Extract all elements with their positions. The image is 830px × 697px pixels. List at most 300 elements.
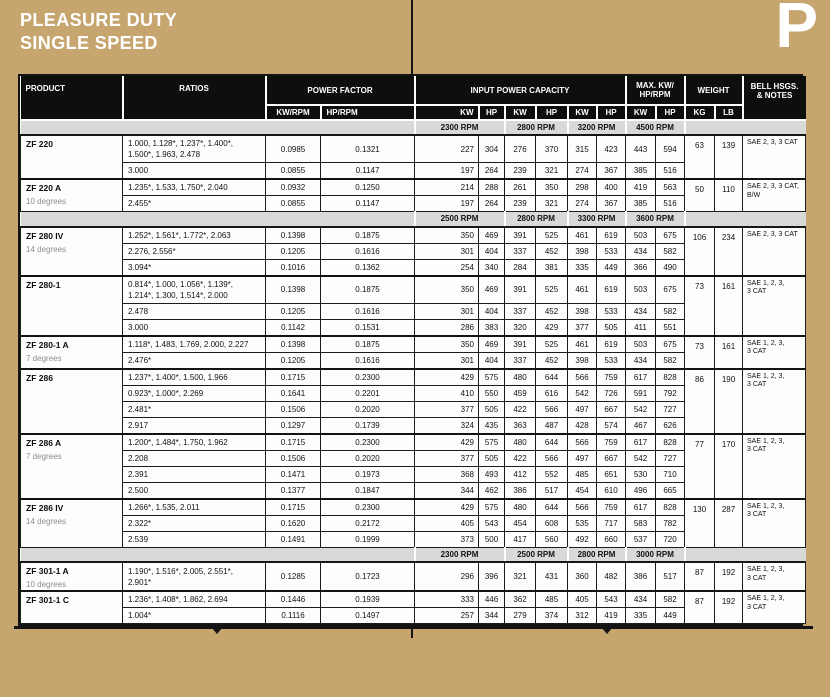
power-value-cell: 485	[536, 591, 568, 608]
ratios-cell: 0.923*, 1.000*, 2.269	[123, 385, 266, 401]
power-value-cell: 367	[597, 163, 626, 180]
max-value-cell: 434	[626, 303, 656, 319]
power-value-cell: 560	[536, 531, 568, 547]
rpm-band-label: 2500 RPM	[505, 547, 568, 562]
rpm-band-label: 2800 RPM	[568, 547, 626, 562]
power-value-cell: 429	[415, 369, 479, 386]
max-value-cell: 582	[656, 591, 685, 608]
table-header	[21, 76, 806, 120]
power-value-cell: 344	[479, 608, 505, 624]
power-value-cell: 301	[415, 352, 479, 369]
kw-rpm-cell: 0.1116	[266, 608, 321, 624]
power-value-cell: 619	[597, 276, 626, 304]
kw-rpm-cell: 0.1506	[266, 401, 321, 417]
power-value-cell: 350	[415, 227, 479, 244]
max-value-cell: 516	[656, 163, 685, 180]
max-value-cell: 386	[626, 562, 656, 591]
spec-row	[21, 336, 806, 353]
bottom-divider-stub	[411, 629, 413, 638]
ratios-cell: 3.094*	[123, 259, 266, 276]
power-value-cell: 362	[505, 591, 536, 608]
header-divider-line	[411, 0, 413, 74]
power-value-cell: 533	[597, 243, 626, 259]
max-value-cell: 582	[656, 352, 685, 369]
power-value-cell: 304	[479, 135, 505, 163]
power-value-cell: 239	[505, 163, 536, 180]
power-value-cell: 566	[536, 450, 568, 466]
power-value-cell: 492	[568, 531, 597, 547]
max-value-cell: 626	[656, 417, 685, 434]
ratios-cell: 2.208	[123, 450, 266, 466]
max-value-cell: 490	[656, 259, 685, 276]
bell-notes-cell: SAE 1, 2, 3, 3 CAT	[743, 562, 806, 591]
power-value-cell: 525	[536, 336, 568, 353]
power-value-cell: 543	[479, 515, 505, 531]
product-cell	[21, 336, 123, 369]
power-value-cell: 449	[597, 259, 626, 276]
product-name: ZF 301-1 A	[26, 566, 69, 576]
product-cell	[21, 276, 123, 336]
power-value-cell: 461	[568, 336, 597, 353]
masthead	[0, 0, 830, 74]
subcol-kw-rpm: KW/RPM	[266, 105, 321, 120]
section-letter: P	[775, 0, 818, 61]
subcol-hp-3: HP	[597, 105, 626, 120]
power-value-cell: 575	[479, 499, 505, 516]
hp-rpm-cell: 0.1875	[321, 336, 415, 353]
power-value-cell: 533	[597, 303, 626, 319]
power-value-cell: 461	[568, 227, 597, 244]
max-value-cell: 366	[626, 259, 656, 276]
max-value-cell: 385	[626, 196, 656, 212]
hp-rpm-cell: 0.1875	[321, 276, 415, 304]
weight-lb-cell: 287	[715, 499, 743, 548]
power-value-cell: 480	[505, 499, 536, 516]
rpm-band-label: 2800 RPM	[505, 212, 568, 227]
weight-lb-cell: 192	[715, 562, 743, 591]
product-cell	[21, 227, 123, 276]
power-value-cell: 726	[597, 385, 626, 401]
rpm-band-filler	[685, 212, 806, 227]
power-value-cell: 459	[505, 385, 536, 401]
power-value-cell: 321	[505, 562, 536, 591]
max-value-cell: 467	[626, 417, 656, 434]
power-value-cell: 363	[505, 417, 536, 434]
power-value-cell: 381	[536, 259, 568, 276]
ratios-cell: 1.236*, 1.408*, 1.862, 2.694	[123, 591, 266, 608]
power-value-cell: 542	[568, 385, 597, 401]
power-value-cell: 254	[415, 259, 479, 276]
power-value-cell: 279	[505, 608, 536, 624]
subcol-lb: LB	[715, 105, 743, 120]
power-value-cell: 644	[536, 499, 568, 516]
product-name: ZF 280 IV	[26, 230, 64, 241]
power-value-cell: 404	[479, 243, 505, 259]
power-value-cell: 422	[505, 401, 536, 417]
power-value-cell: 500	[479, 531, 505, 547]
power-value-cell: 535	[568, 515, 597, 531]
max-value-cell: 517	[656, 562, 685, 591]
ratios-cell: 1.200*, 1.484*, 1.750, 1.962	[123, 434, 266, 451]
max-value-cell: 503	[626, 276, 656, 304]
rpm-band-label: 2500 RPM	[415, 212, 505, 227]
ratios-cell: 2.917	[123, 417, 266, 434]
power-value-cell: 566	[568, 499, 597, 516]
spec-table-border	[18, 74, 803, 626]
weight-kg-cell: 87	[685, 591, 715, 624]
power-value-cell: 377	[568, 319, 597, 336]
hp-rpm-cell: 0.2300	[321, 499, 415, 516]
power-value-cell: 469	[479, 336, 505, 353]
power-value-cell: 619	[597, 227, 626, 244]
ratios-cell: 1.237*, 1.400*, 1.500, 1.966	[123, 369, 266, 386]
power-value-cell: 383	[479, 319, 505, 336]
power-value-cell: 660	[597, 531, 626, 547]
kw-rpm-cell: 0.1016	[266, 259, 321, 276]
col-header-ratios: RATIOS	[123, 76, 266, 120]
col-header-max-kw-hp	[626, 76, 685, 105]
power-value-cell: 321	[536, 196, 568, 212]
product-degrees: 7 degrees	[26, 451, 62, 461]
rpm-band-label: 3200 RPM	[568, 120, 626, 135]
hp-rpm-cell: 0.1321	[321, 135, 415, 163]
hp-rpm-cell: 0.1250	[321, 179, 415, 196]
power-value-cell: 429	[415, 434, 479, 451]
page-title-line2: SINGLE SPEED	[20, 33, 158, 53]
power-value-cell: 344	[415, 482, 479, 499]
power-value-cell: 377	[415, 450, 479, 466]
power-value-cell: 469	[479, 227, 505, 244]
power-value-cell: 429	[415, 499, 479, 516]
max-value-cell: 335	[626, 608, 656, 624]
power-value-cell: 337	[505, 303, 536, 319]
weight-lb-cell: 170	[715, 434, 743, 499]
spec-table-zone	[18, 74, 803, 638]
bell-notes-cell: SAE 2, 3, 3 CAT	[743, 227, 806, 276]
power-value-cell: 469	[479, 276, 505, 304]
subcol-hp-rpm: HP/RPM	[321, 105, 415, 120]
power-value-cell: 566	[568, 369, 597, 386]
col-header-input-power: INPUT POWER CAPACITY	[415, 76, 626, 105]
max-value-cell: 782	[656, 515, 685, 531]
power-value-cell: 428	[568, 417, 597, 434]
power-value-cell: 644	[536, 369, 568, 386]
power-value-cell: 759	[597, 369, 626, 386]
weight-kg-cell: 73	[685, 336, 715, 369]
power-value-cell: 610	[597, 482, 626, 499]
max-header-line1: MAX. KW/	[636, 81, 674, 90]
max-value-cell: 828	[656, 434, 685, 451]
page-title	[20, 9, 177, 55]
max-value-cell: 411	[626, 319, 656, 336]
max-value-cell: 542	[626, 450, 656, 466]
power-value-cell: 575	[479, 434, 505, 451]
power-value-cell: 566	[568, 434, 597, 451]
product-cell	[21, 179, 123, 212]
col-header-power-factor: POWER FACTOR	[266, 76, 415, 105]
ratios-cell: 3.000	[123, 319, 266, 336]
max-header-line2: HP/RPM	[639, 90, 671, 99]
rpm-band-label: 3300 RPM	[568, 212, 626, 227]
power-value-cell: 717	[597, 515, 626, 531]
kw-rpm-cell: 0.1142	[266, 319, 321, 336]
power-value-cell: 454	[568, 482, 597, 499]
weight-kg-cell: 73	[685, 276, 715, 336]
hp-rpm-cell: 0.2020	[321, 401, 415, 417]
hp-rpm-cell: 0.1973	[321, 466, 415, 482]
max-value-cell: 617	[626, 434, 656, 451]
power-value-cell: 454	[505, 515, 536, 531]
weight-kg-cell: 63	[685, 135, 715, 179]
power-value-cell: 298	[568, 179, 597, 196]
ratios-cell: 2.455*	[123, 196, 266, 212]
product-degrees: 10 degrees	[26, 197, 67, 206]
rpm-band-row	[21, 120, 806, 135]
kw-rpm-cell: 0.1398	[266, 227, 321, 244]
product-cell	[21, 562, 123, 591]
ratios-cell: 2.478	[123, 303, 266, 319]
power-value-cell: 333	[415, 591, 479, 608]
ratios-cell: 2.322*	[123, 515, 266, 531]
power-value-cell: 337	[505, 352, 536, 369]
power-value-cell: 667	[597, 450, 626, 466]
product-cell	[21, 591, 123, 624]
max-value-cell: 503	[626, 227, 656, 244]
product-name: ZF 286 IV	[26, 502, 64, 513]
product-cell	[21, 369, 123, 434]
hp-rpm-cell: 0.1847	[321, 482, 415, 499]
ratios-cell: 2.276, 2.556*	[123, 243, 266, 259]
product-name: ZF 220	[26, 139, 53, 149]
power-value-cell: 261	[505, 179, 536, 196]
power-value-cell: 667	[597, 401, 626, 417]
rpm-band-filler	[685, 120, 806, 135]
rpm-band-label: 2300 RPM	[415, 120, 505, 135]
weight-lb-cell: 161	[715, 336, 743, 369]
power-value-cell: 644	[536, 434, 568, 451]
kw-rpm-cell: 0.0855	[266, 163, 321, 180]
kw-rpm-cell: 0.1446	[266, 591, 321, 608]
product-degrees: 10 degrees	[26, 580, 67, 589]
max-value-cell: 551	[656, 319, 685, 336]
power-value-cell: 482	[597, 562, 626, 591]
hp-rpm-cell: 0.1362	[321, 259, 415, 276]
max-value-cell: 617	[626, 369, 656, 386]
weight-lb-cell: 161	[715, 276, 743, 336]
kw-rpm-cell: 0.1205	[266, 243, 321, 259]
power-value-cell: 485	[568, 466, 597, 482]
power-value-cell: 320	[505, 319, 536, 336]
product-cell	[21, 499, 123, 548]
power-value-cell: 276	[505, 135, 536, 163]
power-value-cell: 543	[597, 591, 626, 608]
max-value-cell: 727	[656, 401, 685, 417]
product-name: ZF 280-1	[26, 279, 61, 290]
power-value-cell: 367	[597, 196, 626, 212]
ratios-cell: 1.235*, 1.533, 1.750*, 2.040	[123, 179, 266, 196]
max-value-cell: 675	[656, 276, 685, 304]
max-value-cell: 434	[626, 352, 656, 369]
product-name: ZF 286 A	[26, 437, 62, 448]
hp-rpm-cell: 0.1939	[321, 591, 415, 608]
subcol-max-hp: HP	[656, 105, 685, 120]
power-value-cell: 239	[505, 196, 536, 212]
power-value-cell: 398	[568, 352, 597, 369]
weight-lb-cell: 190	[715, 369, 743, 434]
bell-notes-cell: SAE 1, 2, 3, 3 CAT	[743, 499, 806, 548]
kw-rpm-cell: 0.0855	[266, 196, 321, 212]
spec-row	[21, 135, 806, 163]
max-value-cell: 563	[656, 179, 685, 196]
max-value-cell: 675	[656, 336, 685, 353]
hp-rpm-cell: 0.1147	[321, 196, 415, 212]
ratios-cell: 2.391	[123, 466, 266, 482]
power-value-cell: 525	[536, 227, 568, 244]
max-value-cell: 710	[656, 466, 685, 482]
ratios-cell: 2.539	[123, 531, 266, 547]
bell-notes-cell: SAE 2, 3, 3 CAT, B/W	[743, 179, 806, 212]
kw-rpm-cell: 0.0932	[266, 179, 321, 196]
power-value-cell: 350	[415, 336, 479, 353]
weight-kg-cell: 86	[685, 369, 715, 434]
power-value-cell: 405	[568, 591, 597, 608]
kw-rpm-cell: 0.1715	[266, 434, 321, 451]
power-value-cell: 462	[479, 482, 505, 499]
max-value-cell: 792	[656, 385, 685, 401]
hp-rpm-cell: 0.2020	[321, 450, 415, 466]
power-value-cell: 651	[597, 466, 626, 482]
power-value-cell: 452	[536, 303, 568, 319]
weight-lb-cell: 234	[715, 227, 743, 276]
product-degrees: 14 degrees	[26, 516, 67, 526]
power-value-cell: 324	[415, 417, 479, 434]
power-value-cell: 264	[479, 163, 505, 180]
power-value-cell: 616	[536, 385, 568, 401]
power-value-cell: 340	[479, 259, 505, 276]
power-value-cell: 374	[536, 608, 568, 624]
product-name: ZF 220 A	[26, 183, 62, 193]
max-value-cell: 727	[656, 450, 685, 466]
rpm-band-label: 3000 RPM	[626, 547, 685, 562]
power-value-cell: 391	[505, 276, 536, 304]
hp-rpm-cell: 0.1531	[321, 319, 415, 336]
power-value-cell: 480	[505, 369, 536, 386]
power-value-cell: 608	[536, 515, 568, 531]
power-value-cell: 525	[536, 276, 568, 304]
ratios-cell: 1.118*, 1.483, 1.769, 2.000, 2.227	[123, 336, 266, 353]
bell-header-line2: & NOTES	[756, 91, 793, 100]
spec-table	[20, 76, 806, 624]
power-value-cell: 350	[415, 276, 479, 304]
max-value-cell: 434	[626, 243, 656, 259]
power-value-cell: 321	[536, 163, 568, 180]
rpm-band-row	[21, 212, 806, 227]
power-value-cell: 360	[568, 562, 597, 591]
power-value-cell: 429	[536, 319, 568, 336]
power-value-cell: 227	[415, 135, 479, 163]
power-value-cell: 487	[536, 417, 568, 434]
weight-kg-cell: 50	[685, 179, 715, 212]
power-value-cell: 452	[536, 352, 568, 369]
power-value-cell: 423	[597, 135, 626, 163]
max-value-cell: 385	[626, 163, 656, 180]
power-value-cell: 301	[415, 243, 479, 259]
bell-notes-cell: SAE 1, 2, 3, 3 CAT	[743, 369, 806, 434]
power-value-cell: 370	[536, 135, 568, 163]
product-name: ZF 280-1 A	[26, 339, 69, 350]
kw-rpm-cell: 0.1377	[266, 482, 321, 499]
power-value-cell: 517	[536, 482, 568, 499]
spec-row	[21, 499, 806, 516]
power-value-cell: 405	[415, 515, 479, 531]
kw-rpm-cell: 0.1506	[266, 450, 321, 466]
power-value-cell: 296	[415, 562, 479, 591]
table-body	[21, 120, 806, 624]
subcol-kw-3: KW	[568, 105, 597, 120]
power-value-cell: 480	[505, 434, 536, 451]
weight-kg-cell: 77	[685, 434, 715, 499]
max-value-cell: 443	[626, 135, 656, 163]
power-value-cell: 284	[505, 259, 536, 276]
power-value-cell: 446	[479, 591, 505, 608]
weight-kg-cell: 106	[685, 227, 715, 276]
power-value-cell: 264	[479, 196, 505, 212]
power-value-cell: 337	[505, 243, 536, 259]
weight-lb-cell: 110	[715, 179, 743, 212]
max-value-cell: 530	[626, 466, 656, 482]
power-value-cell: 350	[536, 179, 568, 196]
kw-rpm-cell: 0.1491	[266, 531, 321, 547]
kw-rpm-cell: 0.0985	[266, 135, 321, 163]
rpm-band-filler	[685, 547, 806, 562]
max-value-cell: 434	[626, 591, 656, 608]
ratios-cell: 1.190*, 1.516*, 2.005, 2.551*, 2.901*	[123, 562, 266, 591]
power-value-cell: 461	[568, 276, 597, 304]
max-value-cell: 591	[626, 385, 656, 401]
power-value-cell: 274	[568, 196, 597, 212]
hp-rpm-cell: 0.2201	[321, 385, 415, 401]
bell-notes-cell: SAE 1, 2, 3, 3 CAT	[743, 336, 806, 369]
weight-lb-cell: 139	[715, 135, 743, 179]
bottom-marks	[18, 626, 803, 638]
ratios-cell: 1.266*, 1.535, 2.011	[123, 499, 266, 516]
product-degrees: 7 degrees	[26, 353, 62, 363]
power-value-cell: 431	[536, 562, 568, 591]
bell-notes-cell: SAE 1, 2, 3, 3 CAT	[743, 434, 806, 499]
power-value-cell: 335	[568, 259, 597, 276]
power-value-cell: 404	[479, 352, 505, 369]
hp-rpm-cell: 0.1739	[321, 417, 415, 434]
max-value-cell: 665	[656, 482, 685, 499]
power-value-cell: 574	[597, 417, 626, 434]
kw-rpm-cell: 0.1715	[266, 369, 321, 386]
ratios-cell: 1.000, 1.128*, 1.237*, 1.400*, 1.500*, 1.963, 2.478	[123, 135, 266, 163]
power-value-cell: 197	[415, 163, 479, 180]
power-value-cell: 391	[505, 336, 536, 353]
kw-rpm-cell: 0.1285	[266, 562, 321, 591]
max-value-cell: 583	[626, 515, 656, 531]
product-cell	[21, 434, 123, 499]
weight-lb-cell: 192	[715, 591, 743, 624]
max-value-cell: 496	[626, 482, 656, 499]
ratios-cell: 0.814*, 1.000, 1.056*, 1.139*, 1.214*, 1.300, 1.514*, 2.000	[123, 276, 266, 304]
max-value-cell: 516	[656, 196, 685, 212]
max-value-cell: 537	[626, 531, 656, 547]
power-value-cell: 505	[597, 319, 626, 336]
ratios-cell: 1.004*	[123, 608, 266, 624]
col-header-weight: WEIGHT	[685, 76, 743, 105]
power-value-cell: 566	[536, 401, 568, 417]
